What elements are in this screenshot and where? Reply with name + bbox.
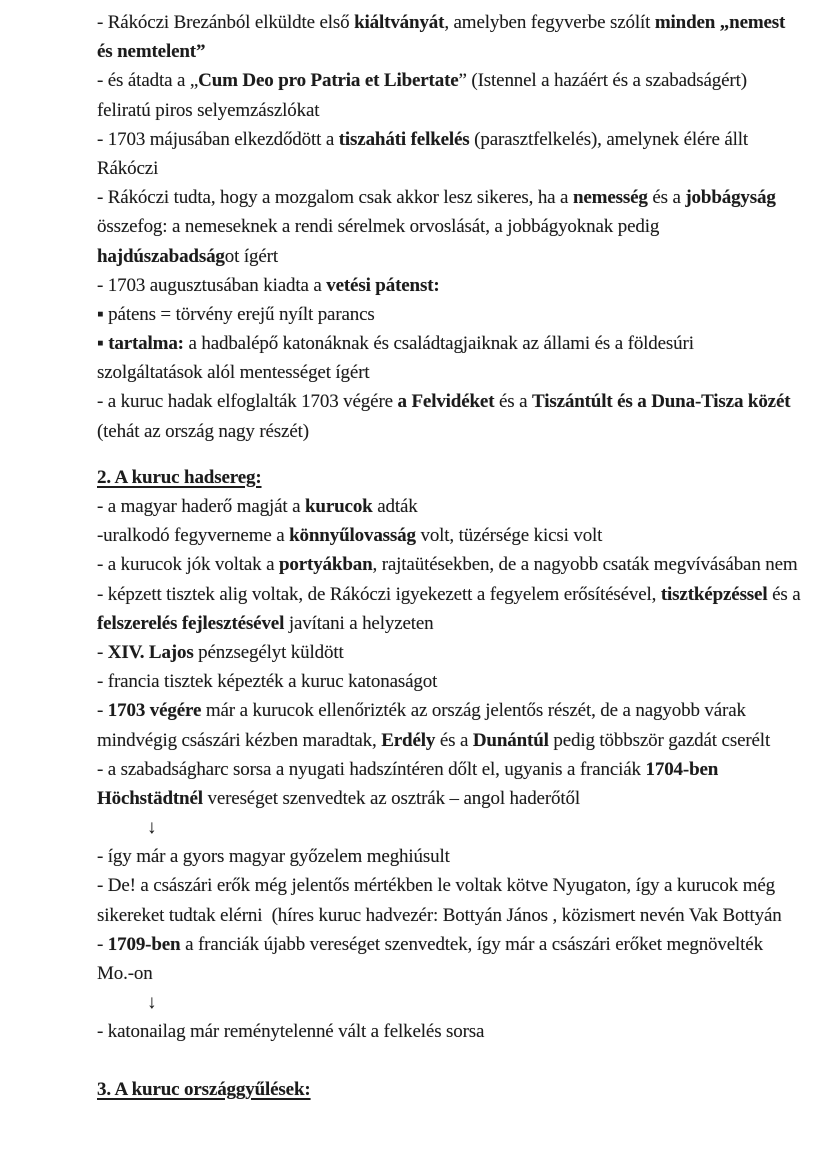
- document-line: [97, 580, 808, 609]
- text-segment: felszerelés fejlesztésével: [97, 612, 285, 634]
- text-segment: - a szabadságharc sorsa a nyugati hadszíntéren dőlt el, ugyanis a franciák: [97, 758, 646, 780]
- text-segment: 3. A kuruc országgyűlések:: [97, 1078, 311, 1100]
- text-segment: szolgáltatások alól mentességet ígért: [97, 362, 370, 384]
- document-line: [97, 96, 808, 125]
- text-segment: Dunántúl: [472, 729, 549, 751]
- text-segment: és a: [494, 391, 533, 413]
- text-segment: - képzett tisztek alig voltak, de Rákóczi igyekezett a fegyelem erősítésével,: [97, 583, 661, 605]
- document-line: [97, 271, 808, 300]
- document-line: [97, 242, 808, 271]
- document-line: [97, 842, 808, 871]
- document-line: [97, 784, 808, 813]
- document-line: [97, 521, 808, 550]
- document-line: [97, 37, 808, 66]
- text-segment: Höchstädtnél: [97, 787, 203, 809]
- text-segment: és a: [767, 583, 801, 605]
- document-line: [97, 930, 808, 959]
- document-line: [97, 696, 808, 725]
- document-line: [97, 667, 808, 696]
- text-segment: - 1703 augusztusában kiadta a: [97, 274, 327, 296]
- text-segment: Cum Deo pro Patria et Libertate: [198, 70, 459, 92]
- section-heading: [97, 1075, 808, 1104]
- document-line: [97, 871, 808, 900]
- text-segment: Rákóczi: [97, 157, 159, 179]
- text-segment: könnyűlovasság: [289, 525, 416, 547]
- text-segment: - és átadta a „: [97, 70, 199, 92]
- section-heading: [97, 463, 808, 492]
- text-segment: vereséget szenvedtek az osztrák – angol haderőtől: [202, 787, 580, 809]
- text-segment: a hadbalépő katonáknak és családtagjaiknak az állami és a földesúri: [183, 333, 694, 355]
- text-segment: ” (Istennel a hazáért és a szabadságért): [458, 70, 747, 92]
- text-segment: kiáltványát: [354, 12, 445, 33]
- text-segment: feliratú piros selyemzászlókat: [97, 99, 320, 121]
- text-segment: 1703 végére: [107, 700, 202, 722]
- text-segment: (parasztfelkelés), amelynek élére állt: [469, 128, 749, 150]
- blank-line: [97, 446, 808, 463]
- text-segment: XIV. Lajos: [107, 641, 194, 663]
- document-line: [97, 212, 808, 241]
- document-line: [97, 125, 808, 154]
- text-segment: és nemtelent”: [97, 41, 206, 63]
- text-segment: Erdély: [381, 729, 436, 751]
- text-segment: - így már a gyors magyar győzelem meghiúsult: [97, 846, 450, 868]
- text-segment: jobbágyság: [685, 187, 776, 209]
- text-segment: - Rákóczi Brezánból elküldte első: [97, 12, 355, 33]
- down-arrow-line: [97, 813, 808, 842]
- text-segment: a franciák újabb vereséget szenvedtek, így már a császári erőket megnövelték: [180, 933, 763, 955]
- text-segment: tartalma:: [108, 333, 184, 355]
- text-segment: pénzsegélyt küldött: [193, 641, 344, 663]
- text-segment: -: [97, 933, 108, 955]
- text-segment: vetési pátenst:: [326, 274, 440, 296]
- document-line: [97, 638, 808, 667]
- document-line: [97, 66, 808, 95]
- text-segment: nemesség: [572, 187, 648, 209]
- text-segment: -: [97, 700, 108, 722]
- text-segment: - 1703 májusában elkezdődött a: [97, 128, 339, 150]
- text-segment: Mo.-on: [97, 963, 153, 984]
- document-line: [97, 183, 808, 212]
- text-segment: tisztképzéssel: [660, 583, 768, 605]
- text-segment: 1709-ben: [107, 933, 181, 955]
- document-body: [97, 8, 808, 1104]
- down-arrow-icon: ↓: [147, 817, 157, 839]
- document-line: [97, 492, 808, 521]
- text-segment: és a: [647, 187, 686, 209]
- text-segment: sikereket tudtak elérni (híres kuruc hadvezér: Bottyán János , közismert nevén Vak Bottyán: [97, 904, 782, 926]
- document-line: [97, 300, 808, 329]
- text-segment: (tehát az ország nagy részét): [97, 420, 309, 442]
- text-segment: javítani a helyzeten: [284, 612, 434, 634]
- document-line: [97, 8, 808, 37]
- text-segment: hajdúszabadság: [97, 245, 225, 267]
- text-segment: ▪: [97, 333, 109, 355]
- document-line: [97, 959, 808, 988]
- text-segment: összefog: a nemeseknek a rendi sérelmek orvoslását, a jobbágyoknak pedig: [97, 216, 660, 238]
- text-segment: portyákban: [278, 554, 373, 576]
- text-segment: 2. A kuruc hadsereg:: [97, 466, 262, 488]
- text-segment: kurucok: [305, 496, 373, 517]
- text-segment: a Felvidéket: [397, 391, 495, 413]
- document-line: [97, 1017, 808, 1046]
- text-segment: adták: [372, 496, 418, 517]
- text-segment: - Rákóczi tudta, hogy a mozgalom csak akkor lesz sikeres, ha a: [97, 187, 573, 209]
- document-line: [97, 901, 808, 930]
- text-segment: -uralkodó fegyverneme a: [97, 525, 290, 547]
- document-line: [97, 609, 808, 638]
- text-segment: mindvégig császári kézben maradtak,: [97, 729, 382, 751]
- document-line: [97, 154, 808, 183]
- text-segment: tiszaháti felkelés: [338, 128, 470, 150]
- down-arrow-icon: ↓: [147, 992, 157, 1014]
- document-line: [97, 387, 808, 416]
- document-line: [97, 550, 808, 579]
- text-segment: már a kurucok ellenőrizték az ország jelentős részét, de a nagyobb várak: [201, 700, 746, 722]
- text-segment: 1704-ben: [645, 758, 719, 780]
- text-segment: volt, tüzérsége kicsi volt: [415, 525, 603, 547]
- text-segment: Tiszántúlt és a Duna-Tisza közét: [532, 391, 791, 413]
- text-segment: minden „nemest: [654, 12, 786, 33]
- text-segment: ▪ pátens = törvény erejű nyílt parancs: [97, 303, 375, 325]
- text-segment: és a: [435, 729, 473, 751]
- document-line: [97, 358, 808, 387]
- text-segment: - a magyar haderő magját a: [97, 496, 306, 517]
- document-line: [97, 417, 808, 446]
- down-arrow-line: [97, 988, 808, 1017]
- text-segment: , rajtaütésekben, de a nagyobb csaták megvívásában nem: [372, 554, 798, 576]
- text-segment: - a kurucok jók voltak a: [97, 554, 279, 576]
- text-segment: pedig többször gazdát cserélt: [548, 729, 771, 751]
- blank-line: [97, 1047, 808, 1075]
- document-line: [97, 329, 808, 358]
- text-segment: - De! a császári erők még jelentős mértékben le voltak kötve Nyugaton, így a kurucok még: [97, 875, 775, 897]
- text-segment: ot ígért: [224, 245, 278, 267]
- text-segment: -: [97, 641, 108, 663]
- text-segment: - katonailag már reménytelenné vált a felkelés sorsa: [97, 1021, 485, 1043]
- document-line: [97, 755, 808, 784]
- text-segment: - francia tisztek képezték a kuruc katonaságot: [97, 671, 438, 693]
- document-line: [97, 726, 808, 755]
- text-segment: - a kuruc hadak elfoglalták 1703 végére: [97, 391, 398, 413]
- text-segment: , amelyben fegyverbe szólít: [444, 12, 655, 33]
